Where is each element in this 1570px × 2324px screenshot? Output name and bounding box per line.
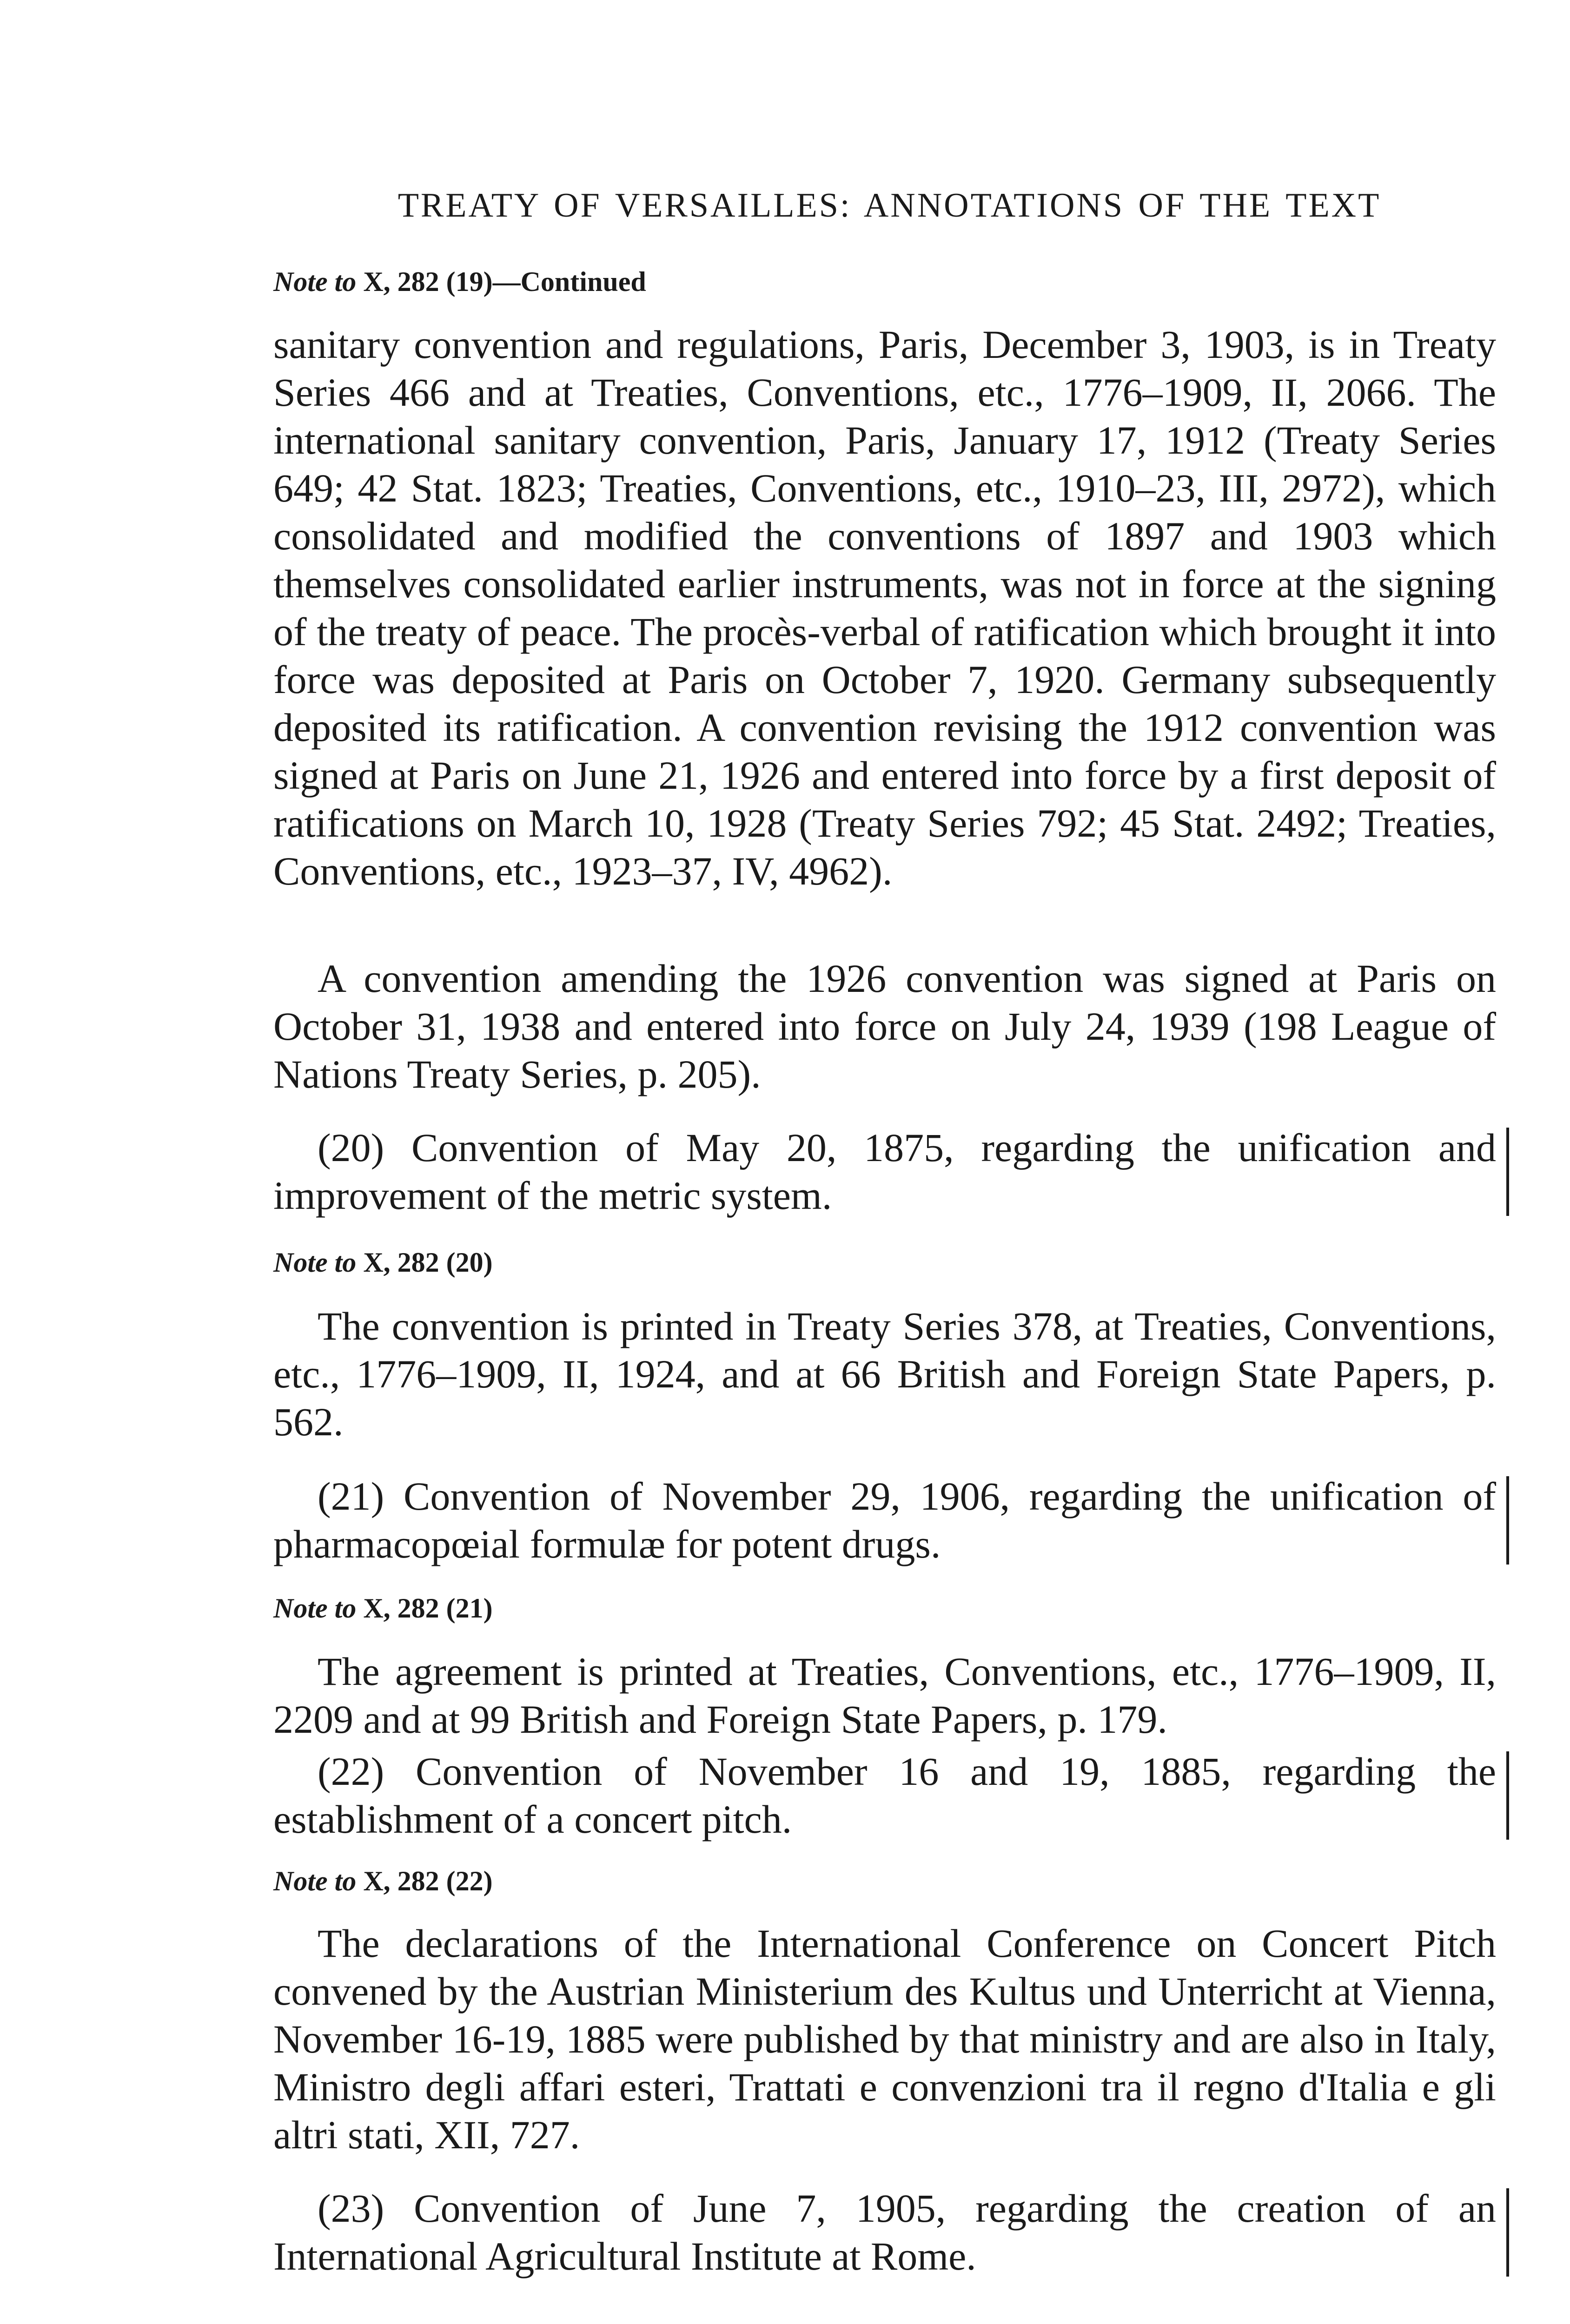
note-19-paragraph-2: A convention amending the 1926 convention was signed at Paris on October 31, 1938 and entered into force on July 24, 1939 (198 League of Nations Treaty Series, p. 205). xyxy=(273,956,1496,1096)
note-heading-22 xyxy=(273,1865,493,1897)
note-22-paragraph: The declarations of the International Conference on Concert Pitch convened by the Austrian Ministerium des Kultus und Unterricht at Vienna, November 16-19, 1885 were published by that ministry and are also in Italy, Ministro degli affari esteri, Trattati e convenzioni tra il regno d'Italia e gli altri stati, XII, 727. xyxy=(273,1921,1496,2157)
note-heading-19 xyxy=(273,266,646,298)
treaty-item-21: (21) Convention of November 29, 1906, regarding the unification of pharmacopœial formulæ for potent drugs. xyxy=(273,1472,1505,1568)
note-prefix: Note to xyxy=(273,1593,357,1624)
note-21-paragraph: The agreement is printed at Treaties, Conventions, etc., 1776–1909, II, 2209 and at 99 British and Foreign State Papers, p. 179. xyxy=(273,1649,1496,1742)
treaty-item-23: (23) Convention of June 7, 1905, regarding the creation of an International Agricultural Institute at Rome. xyxy=(273,2185,1505,2280)
note-prefix: Note to xyxy=(273,1247,357,1278)
note-label: X, 282 (22) xyxy=(363,1866,493,1896)
note-19-paragraph-1: sanitary convention and regulations, Paris, December 3, 1903, is in Treaty Series 466 and at Treaties, Conventions, etc., 1776–1909, II, 2066. The international sanitary convention, Paris, January 17, 1912 (Treaty Series 649; 42 Stat. 1823; Treaties, Conventions, etc., 1910–23, III, 2972), which consolidated and modified the conventions of 1897 and 1903 which themselves consolidated earlier instruments, was not in force at the signing of the treaty of peace. The procès-verbal of ratification which brought it into force was deposited at Paris on October 7, 1920. Germany subsequently deposited its ratification. A convention revising the 1912 convention was signed at Paris on June 21, 1926 and entered into force by a first deposit of ratifications on March 10, 1928 (Treaty Series 792; 45 Stat. 2492; Treaties, Conventions, etc., 1923–37, IV, 4962). xyxy=(273,322,1496,893)
note-label: X, 282 (19)—Continued xyxy=(363,266,646,297)
running-head: TREATY OF VERSAILLES: ANNOTATIONS OF THE TEXT xyxy=(397,186,1381,224)
note-heading-20 xyxy=(273,1247,493,1279)
note-prefix: Note to xyxy=(273,1866,357,1896)
note-label: X, 282 (21) xyxy=(363,1593,493,1624)
note-label: X, 282 (20) xyxy=(363,1247,493,1278)
note-heading-21 xyxy=(273,1592,493,1624)
note-prefix: Note to xyxy=(273,266,357,297)
treaty-item-20: (20) Convention of May 20, 1875, regarding the unification and improvement of the metric system. xyxy=(273,1124,1505,1220)
note-20-paragraph: The convention is printed in Treaty Series 378, at Treaties, Conventions, etc., 1776–1909, II, 1924, and at 66 British and Foreign State Papers, p. 562. xyxy=(273,1304,1496,1444)
treaty-item-22: (22) Convention of November 16 and 19, 1885, regarding the establishment of a concert pitch. xyxy=(273,1748,1505,1843)
